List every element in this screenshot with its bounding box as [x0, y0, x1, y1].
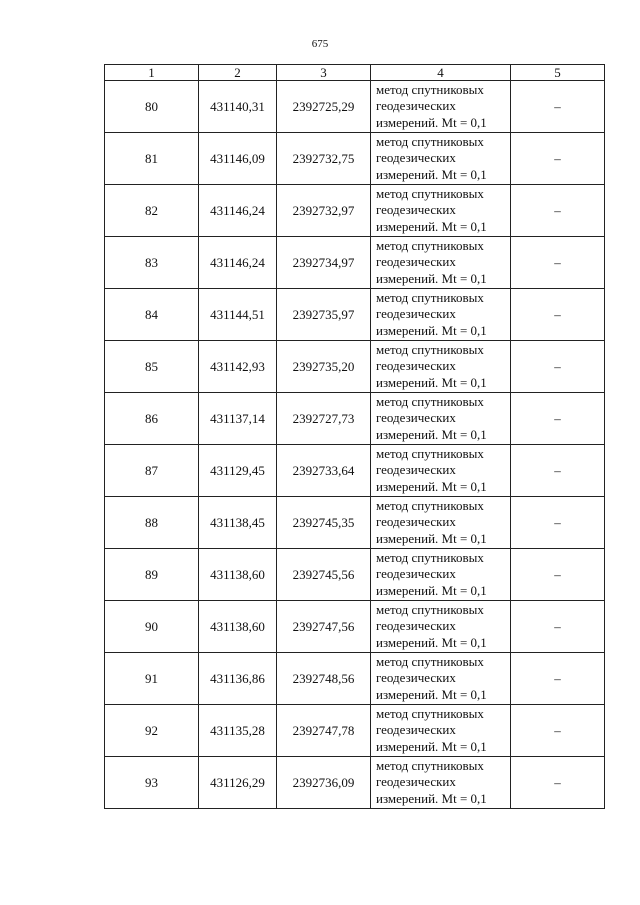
method-line: геодезических — [376, 514, 456, 530]
y-coordinate-cell: 2392733,64 — [277, 445, 371, 497]
x-coordinate-cell: 431138,45 — [199, 497, 277, 549]
note-cell: – — [511, 81, 605, 133]
x-coordinate-cell: 431126,29 — [199, 757, 277, 809]
table-header — [105, 65, 605, 81]
point-number-cell: 80 — [105, 81, 199, 133]
point-number-cell: 82 — [105, 185, 199, 237]
method-line: измерений. Mt = 0,1 — [376, 114, 487, 130]
table-row — [105, 237, 605, 289]
method-cell — [371, 705, 511, 757]
table-row — [105, 133, 605, 185]
note-cell: – — [511, 237, 605, 289]
method-line: метод спутниковых — [376, 289, 484, 305]
y-coordinate-cell: 2392732,97 — [277, 185, 371, 237]
method-cell — [371, 393, 511, 445]
y-coordinate-cell: 2392725,29 — [277, 81, 371, 133]
method-line: метод спутниковых — [376, 185, 484, 201]
method-line: метод спутниковых — [376, 549, 484, 565]
method-line: измерений. Mt = 0,1 — [376, 218, 487, 234]
header-col-3: 3 — [277, 65, 371, 81]
method-line: геодезических — [376, 566, 456, 582]
method-line: метод спутниковых — [376, 653, 484, 669]
point-number-cell: 89 — [105, 549, 199, 601]
method-line: геодезических — [376, 722, 456, 738]
method-line: геодезических — [376, 150, 456, 166]
method-line: метод спутниковых — [376, 497, 484, 513]
method-line: измерений. Mt = 0,1 — [376, 582, 487, 598]
method-line: метод спутниковых — [376, 757, 484, 773]
x-coordinate-cell: 431138,60 — [199, 549, 277, 601]
y-coordinate-cell: 2392747,56 — [277, 601, 371, 653]
method-line: измерений. Mt = 0,1 — [376, 322, 487, 338]
note-cell: – — [511, 549, 605, 601]
page-number: 675 — [311, 38, 329, 50]
x-coordinate-cell: 431137,14 — [199, 393, 277, 445]
y-coordinate-cell: 2392732,75 — [277, 133, 371, 185]
table-row — [105, 289, 605, 341]
point-number-cell: 84 — [105, 289, 199, 341]
method-cell — [371, 185, 511, 237]
note-cell: – — [511, 185, 605, 237]
note-cell: – — [511, 757, 605, 809]
y-coordinate-cell: 2392735,20 — [277, 341, 371, 393]
method-cell — [371, 497, 511, 549]
y-coordinate-cell: 2392727,73 — [277, 393, 371, 445]
x-coordinate-cell: 431138,60 — [199, 601, 277, 653]
method-line: метод спутниковых — [376, 133, 484, 149]
method-line: метод спутниковых — [376, 705, 484, 721]
method-line: геодезических — [376, 254, 456, 270]
method-line: измерений. Mt = 0,1 — [376, 270, 487, 286]
note-cell: – — [511, 445, 605, 497]
method-cell — [371, 757, 511, 809]
header-col-4: 4 — [371, 65, 511, 81]
point-number-cell: 87 — [105, 445, 199, 497]
x-coordinate-cell: 431140,31 — [199, 81, 277, 133]
header-row — [105, 65, 605, 81]
x-coordinate-cell: 431142,93 — [199, 341, 277, 393]
x-coordinate-cell: 431146,09 — [199, 133, 277, 185]
method-cell — [371, 81, 511, 133]
point-number-cell: 86 — [105, 393, 199, 445]
method-line: измерений. Mt = 0,1 — [376, 426, 487, 442]
table-row — [105, 601, 605, 653]
method-line: геодезических — [376, 774, 456, 790]
table-row — [105, 185, 605, 237]
point-number-cell: 91 — [105, 653, 199, 705]
note-cell: – — [511, 653, 605, 705]
table-body — [105, 81, 605, 809]
method-line: измерений. Mt = 0,1 — [376, 790, 487, 806]
note-cell: – — [511, 601, 605, 653]
point-number-cell: 92 — [105, 705, 199, 757]
point-number-cell: 93 — [105, 757, 199, 809]
method-cell — [371, 549, 511, 601]
method-line: измерений. Mt = 0,1 — [376, 634, 487, 650]
x-coordinate-cell: 431146,24 — [199, 237, 277, 289]
method-line: измерений. Mt = 0,1 — [376, 478, 487, 494]
header-col-2: 2 — [199, 65, 277, 81]
point-number-cell: 90 — [105, 601, 199, 653]
method-line: измерений. Mt = 0,1 — [376, 738, 487, 754]
method-line: геодезических — [376, 670, 456, 686]
note-cell: – — [511, 393, 605, 445]
note-cell: – — [511, 497, 605, 549]
x-coordinate-cell: 431146,24 — [199, 185, 277, 237]
method-cell — [371, 237, 511, 289]
method-line: измерений. Mt = 0,1 — [376, 166, 487, 182]
method-line: геодезических — [376, 98, 456, 114]
point-number-cell: 85 — [105, 341, 199, 393]
method-line: метод спутниковых — [376, 601, 484, 617]
note-cell: – — [511, 705, 605, 757]
method-line: измерений. Mt = 0,1 — [376, 374, 487, 390]
header-col-5: 5 — [511, 65, 605, 81]
method-line: геодезических — [376, 202, 456, 218]
method-cell — [371, 601, 511, 653]
method-line: геодезических — [376, 410, 456, 426]
y-coordinate-cell: 2392745,35 — [277, 497, 371, 549]
y-coordinate-cell: 2392747,78 — [277, 705, 371, 757]
y-coordinate-cell: 2392745,56 — [277, 549, 371, 601]
method-line: измерений. Mt = 0,1 — [376, 530, 487, 546]
x-coordinate-cell: 431129,45 — [199, 445, 277, 497]
table-row — [105, 393, 605, 445]
y-coordinate-cell: 2392736,09 — [277, 757, 371, 809]
method-line: метод спутниковых — [376, 393, 484, 409]
table-row — [105, 757, 605, 809]
method-line: геодезических — [376, 306, 456, 322]
method-line: метод спутниковых — [376, 445, 484, 461]
table-row — [105, 445, 605, 497]
x-coordinate-cell: 431144,51 — [199, 289, 277, 341]
x-coordinate-cell: 431136,86 — [199, 653, 277, 705]
x-coordinate-cell: 431135,28 — [199, 705, 277, 757]
method-cell — [371, 341, 511, 393]
note-cell: – — [511, 133, 605, 185]
table-row — [105, 705, 605, 757]
note-cell: – — [511, 341, 605, 393]
method-cell — [371, 133, 511, 185]
table-row — [105, 497, 605, 549]
table-row — [105, 341, 605, 393]
method-line: метод спутниковых — [376, 341, 484, 357]
method-line: метод спутниковых — [376, 237, 484, 253]
table-row — [105, 549, 605, 601]
point-number-cell: 81 — [105, 133, 199, 185]
table-row — [105, 653, 605, 705]
y-coordinate-cell: 2392748,56 — [277, 653, 371, 705]
method-line: измерений. Mt = 0,1 — [376, 686, 487, 702]
table-row — [105, 81, 605, 133]
y-coordinate-cell: 2392734,97 — [277, 237, 371, 289]
coordinates-table — [104, 64, 605, 809]
point-number-cell: 83 — [105, 237, 199, 289]
method-line: геодезических — [376, 358, 456, 374]
method-cell — [371, 445, 511, 497]
method-line: геодезических — [376, 618, 456, 634]
note-cell: – — [511, 289, 605, 341]
method-line: метод спутниковых — [376, 81, 484, 97]
method-line: геодезических — [376, 462, 456, 478]
point-number-cell: 88 — [105, 497, 199, 549]
header-col-1: 1 — [105, 65, 199, 81]
y-coordinate-cell: 2392735,97 — [277, 289, 371, 341]
method-cell — [371, 289, 511, 341]
method-cell — [371, 653, 511, 705]
